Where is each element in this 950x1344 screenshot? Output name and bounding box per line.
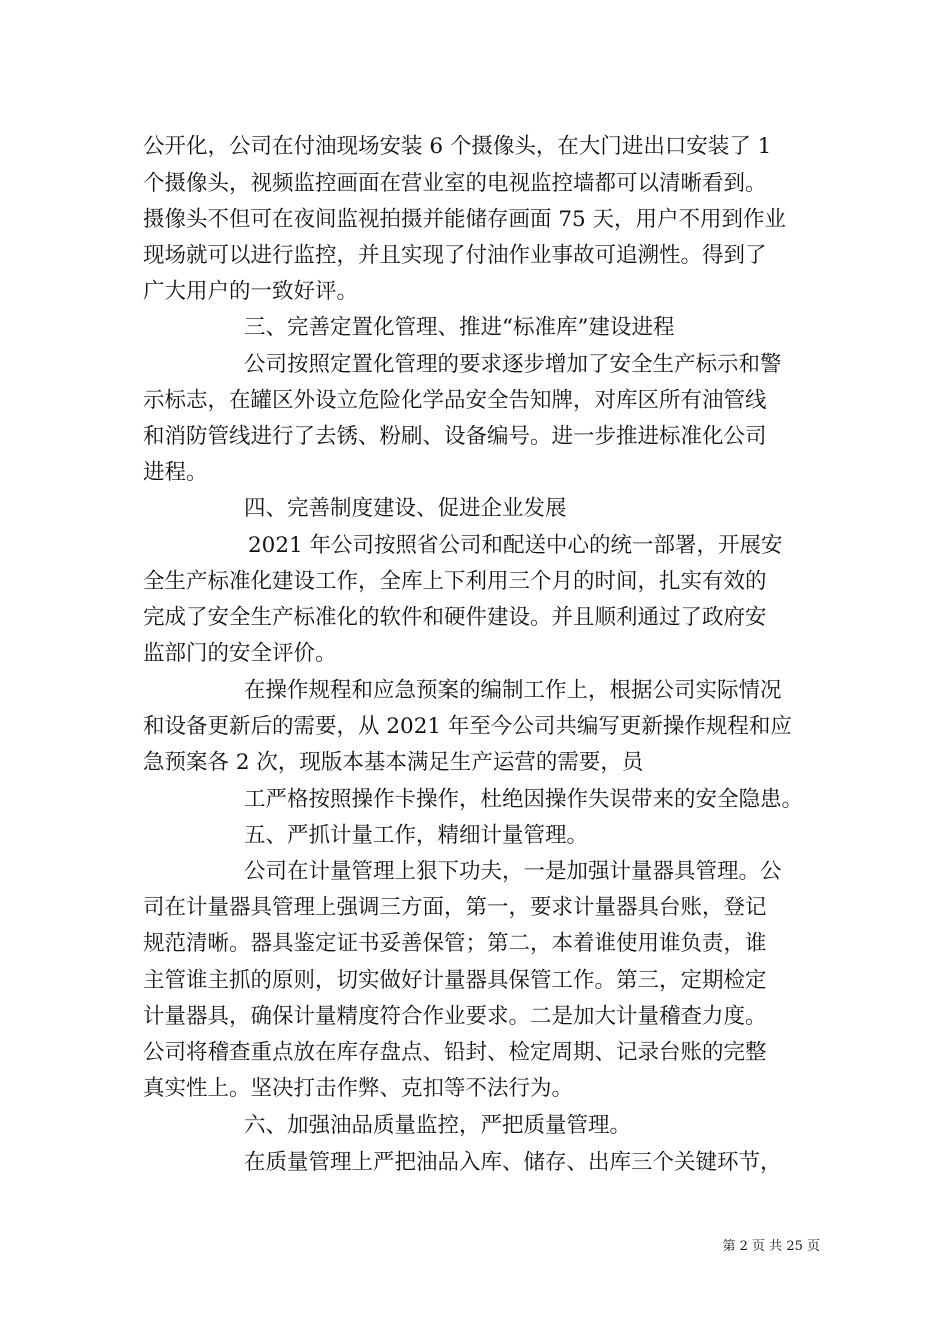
section-heading: 五、严抓计量工作，精细计量管理。 [244,823,589,848]
text-line: 示标志，在罐区外设立危险化学品安全告知牌，对库区所有油管线 [143,388,767,413]
text-line: 摄像头不但可在夜间监视拍摄并能储存画面 75 天，用户不用到作业 [143,207,787,232]
paragraph-start: 公司在计量管理上狠下功夫，一是加强计量器具管理。公 [244,859,782,884]
text-line: 广大用户的一致好评。 [143,279,359,304]
text-line: 规范清晰。器具鉴定证书妥善保管；第二，本着谁使用谁负责，谁 [143,931,767,956]
text-line: 监部门的安全评价。 [143,641,337,666]
paragraph-start: 公司按照定置化管理的要求逐步增加了安全生产标示和警 [244,352,782,377]
paragraph-start: 在操作规程和应急预案的编制工作上，根据公司实际情况 [244,678,782,703]
text-line: 进程。 [143,460,208,485]
section-heading: 六、加强油品质量监控，严把质量管理。 [244,1113,632,1138]
text-line: 和设备更新后的需要，从 2021 年至今公司共编写更新操作规程和应 [143,714,792,739]
text-line: 全生产标准化建设工作，全库上下利用三个月的时间，扎实有效的 [143,569,767,594]
page-number: 第 2 页 共 25 页 [722,1239,820,1254]
text-line: 主管谁主抓的原则，切实做好计量器具保管工作。第三，定期检定 [143,968,767,993]
paragraph-start: 2021 年公司按照省公司和配送中心的统一部署，开展安 [248,533,783,558]
text-line: 急预案各 2 次，现版本基本满足生产运营的需要，员 [143,750,644,775]
paragraph-start: 在质量管理上严把油品入库、储存、出库三个关键环节， [244,1150,782,1175]
text-line: 公司将稽查重点放在库存盘点、铅封、检定周期、记录台账的完整 [143,1040,767,1065]
text-line: 真实性上。坚决打击作弊、克扣等不法行为。 [143,1076,574,1101]
section-heading: 四、完善制度建设、促进企业发展 [244,496,567,521]
text-line: 计量器具，确保计量精度符合作业要求。二是加大计量稽查力度。 [143,1004,767,1029]
text-line: 工严格按照操作卡操作，杜绝因操作失误带来的安全隐患。 [244,787,804,812]
text-line: 司在计量器具管理上强调三方面，第一，要求计量器具台账，登记 [143,895,767,920]
text-line: 公开化，公司在付油现场安装 6 个摄像头，在大门进出口安装了 1 [143,134,772,159]
text-line: 和消防管线进行了去锈、粉刷、设备编号。进一步推进标准化公司 [143,424,767,449]
text-line: 现场就可以进行监控，并且实现了付油作业事故可追溯性。得到了 [143,243,767,268]
section-heading: 三、完善定置化管理、推进“标准库”建设进程 [244,315,675,340]
text-line: 完成了安全生产标准化的软件和硬件建设。并且顺利通过了政府安 [143,605,767,630]
text-line: 个摄像头，视频监控画面在营业室的电视监控墙都可以清晰看到。 [143,171,767,196]
